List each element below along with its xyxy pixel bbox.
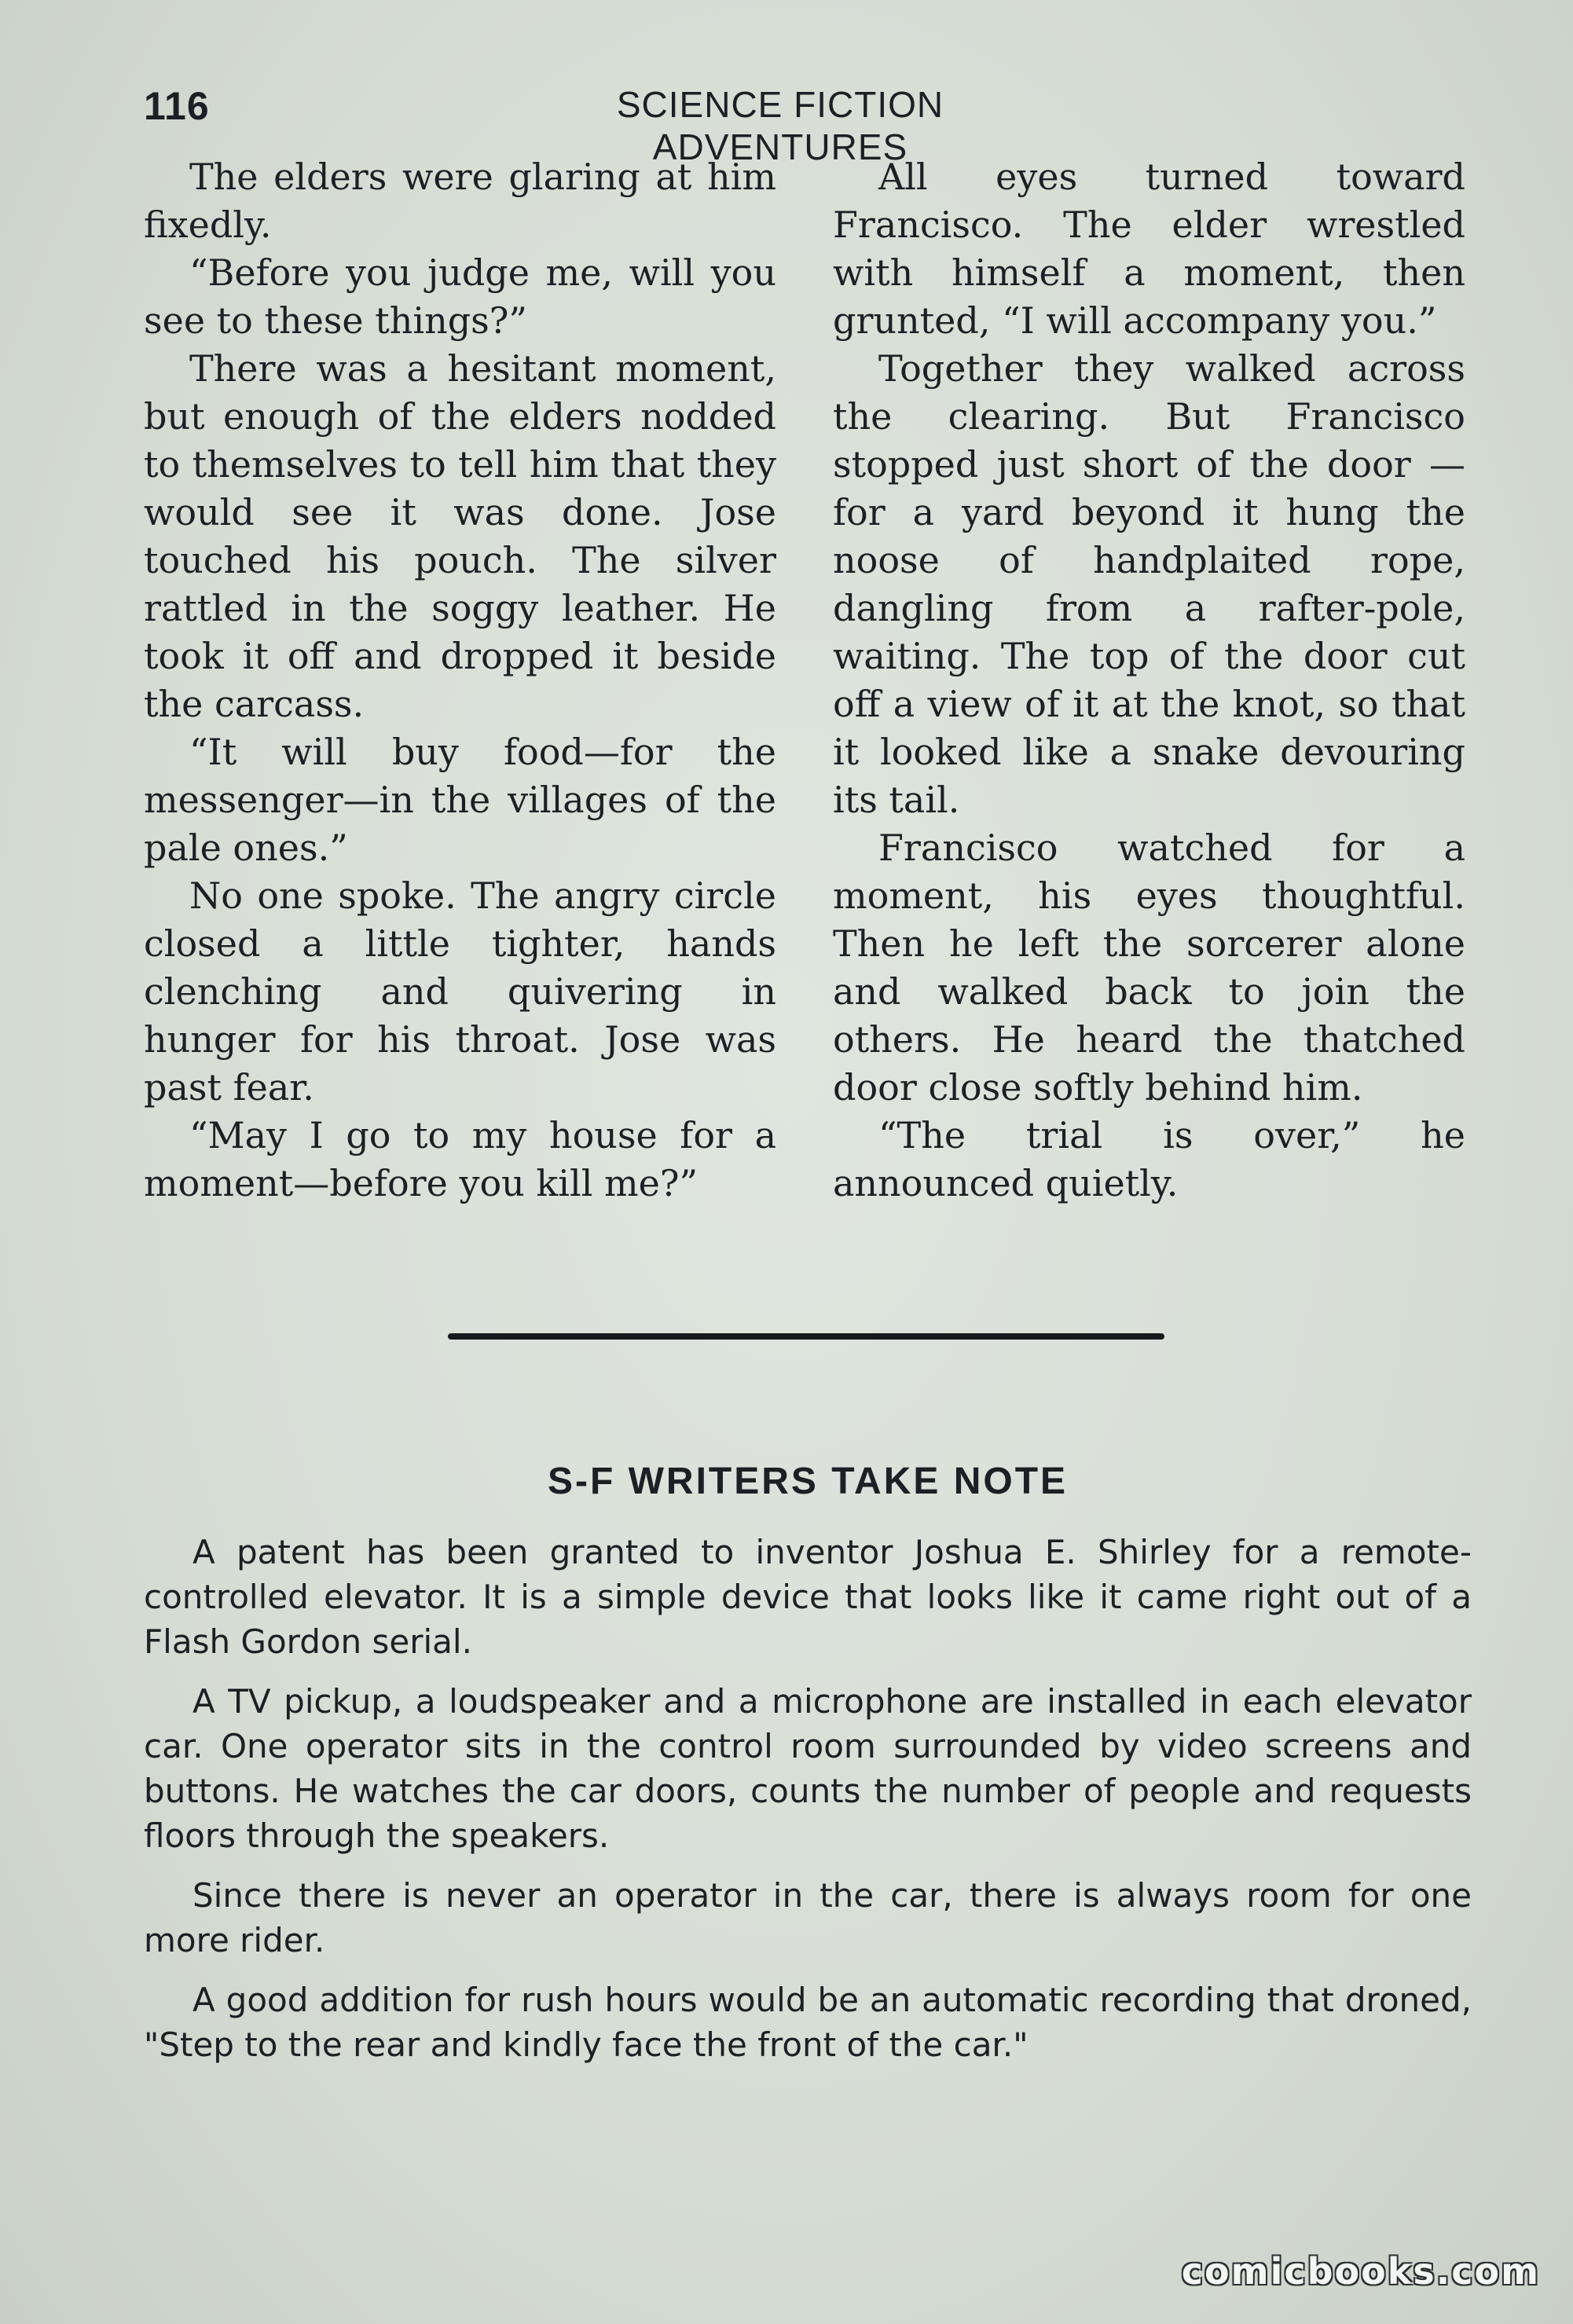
story-paragraph: Together they walked across the clearing. But Francisco stopped just short of the door —for a yard beyond it hung the noose of handplaited rope, dangling from a rafter-pole, waiting. The top of the door cut off a view of it at the knot, so that it looked like a snake devouring its tail. <box>833 347 1465 821</box>
running-title: SCIENCE FICTION ADVENTURES <box>616 84 944 167</box>
watermark: comicbooks.com <box>1181 2250 1540 2293</box>
story-paragraph: No one spoke. The angry circle closed a little tighter, hands clenching and quivering in hunger for his throat. Jose was past fear. <box>144 874 776 1109</box>
note-body <box>144 1530 1472 2067</box>
story-paragraph: The elders were glaring at him fixedly. <box>144 156 776 246</box>
page-header <box>144 83 1417 167</box>
story-paragraph: All eyes turned toward Francisco. The elder wrestled with himself a moment, then grunted, “I will accompany you.” <box>833 156 1465 342</box>
right-column <box>833 153 1465 1208</box>
left-column <box>144 153 776 1208</box>
page-number: 116 <box>144 84 210 128</box>
note-paragraph: Since there is never an operator in the car, there is always room for one more rider. <box>144 1876 1472 1959</box>
story-paragraph: “Before you judge me, will you see to these things?” <box>144 251 776 342</box>
story-paragraph: “It will buy food—for the messenger—in the villages of the pale ones.” <box>144 731 776 869</box>
note-paragraph: A good addition for rush hours would be an automatic recording that droned, "Step to the rear and kindly face the front of the car." <box>144 1981 1472 2064</box>
story-paragraph: There was a hesitant moment, but enough of the elders nodded to themselves to tell him that they would see it was done. Jose touched his pouch. The silver rattled in the soggy leather. He took it off and dropped it beside the carcass. <box>144 347 776 725</box>
story-paragraph: Francisco watched for a moment, his eyes thoughtful. Then he left the sorcerer alone and walked back to join the others. He heard the thatched door close softly behind him. <box>833 827 1465 1109</box>
note-title: S-F WRITERS TAKE NOTE <box>547 1461 1069 1502</box>
story-paragraph: “The trial is over,” he announced quietly. <box>833 1114 1465 1204</box>
section-divider <box>448 1333 1164 1340</box>
writers-note <box>144 1460 1472 2082</box>
note-paragraph: A patent has been granted to inventor Joshua E. Shirley for a remote-controlled elevator. It is a simple device that looks like it came right out of a Flash Gordon serial. <box>144 1533 1472 1661</box>
note-paragraph: A TV pickup, a loudspeaker and a microphone are installed in each elevator car. One operator sits in the control room surrounded by video screens and buttons. He watches the car doors, counts the number of people and requests floors through the speakers. <box>144 1682 1472 1855</box>
story-paragraph: “May I go to my house for a moment—before you kill me?” <box>144 1114 776 1204</box>
